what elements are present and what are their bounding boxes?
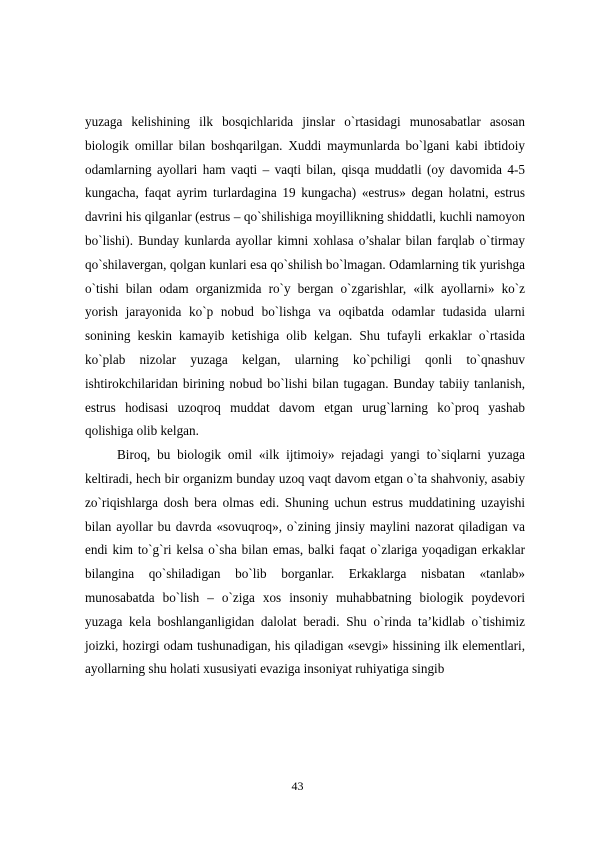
page-number: 43 xyxy=(291,779,304,793)
paragraph-2: Biroq, bu biologik omil «ilk ijtimoiy» rejadagi yangi to`siqlarni yuzaga keltiradi, hech bir organizm bunday uzoq vaqt davom etgan o`ta shahvoniy, asabiy zo`riqishlarga dosh bera olmas edi. Shuning uchun estrus muddatining uzayishi bilan ayollar bu davrda «sovuqroq», o`zining jinsiy maylini nazorat qiladigan va endi kim to`g`ri kelsa o`sha bilan emas, balki faqat o`zlariga yoqadigan erkaklar bilangina qo`shiladigan bo`lib borganlar. Erkaklarga nisbatan «tanlab» munosabatda bo`lish – o`ziga xos insoniy muhabbatning biologik poydevori yuzaga kela boshlanganligidan dalolat beradi. Shu o`rinda ta’kidlab o`tishimiz joizki, hozirgi odam tushunadigan, his qiladigan «sevgi» hissining ilk elementlari, ayollarning shu holati xususiyati evaziga insoniyat ruhiyatiga singib xyxy=(85,447,525,677)
body-text xyxy=(85,110,525,681)
paragraph-1: yuzaga kelishining ilk bosqichlarida jinslar o`rtasidagi munosabatlar asosan biologik omillar bilan boshqarilgan. Xuddi maymunlarda bo`lgani kabi ibtidoiy odamlarning ayollari ham vaqti – vaqti bilan, qisqa muddatli (oy davomida 4-5 kungacha, faqat ayrim turlardagina 19 kungacha) «estrus» degan holatni, estrus davrini his qilganlar (estrus – qo`shilishiga moyillikning shiddatli, kuchli namoyon bo`lishi). Bunday kunlarda ayollar kimni xohlasa o’shalar bilan farqlab o`tirmay qo`shilavergan, qolgan kunlari esa qo`shilish bo`lmagan. Odamlarning tik yurishga o`tishi bilan odam organizmida ro`y bergan o`zgarishlar, «ilk ayollarni» ko`z yorish jarayonida ko`p nobud bo`lishga va oqibatda odamlar tudasida ularni sonining keskin kamayib ketishiga olib kelgan. Shu tufayli erkaklar o`rtasida ko`plab nizolar yuzaga kelgan, ularning ko`pchiligi qonli to`qnashuv ishtirokchilaridan birining nobud bo`lishi bilan tugagan. Bunday tabiiy tanlanish, estrus hodisasi uzoqroq muddat davom etgan urug`larning ko`proq yashab qolishiga olib kelgan. xyxy=(85,114,525,439)
